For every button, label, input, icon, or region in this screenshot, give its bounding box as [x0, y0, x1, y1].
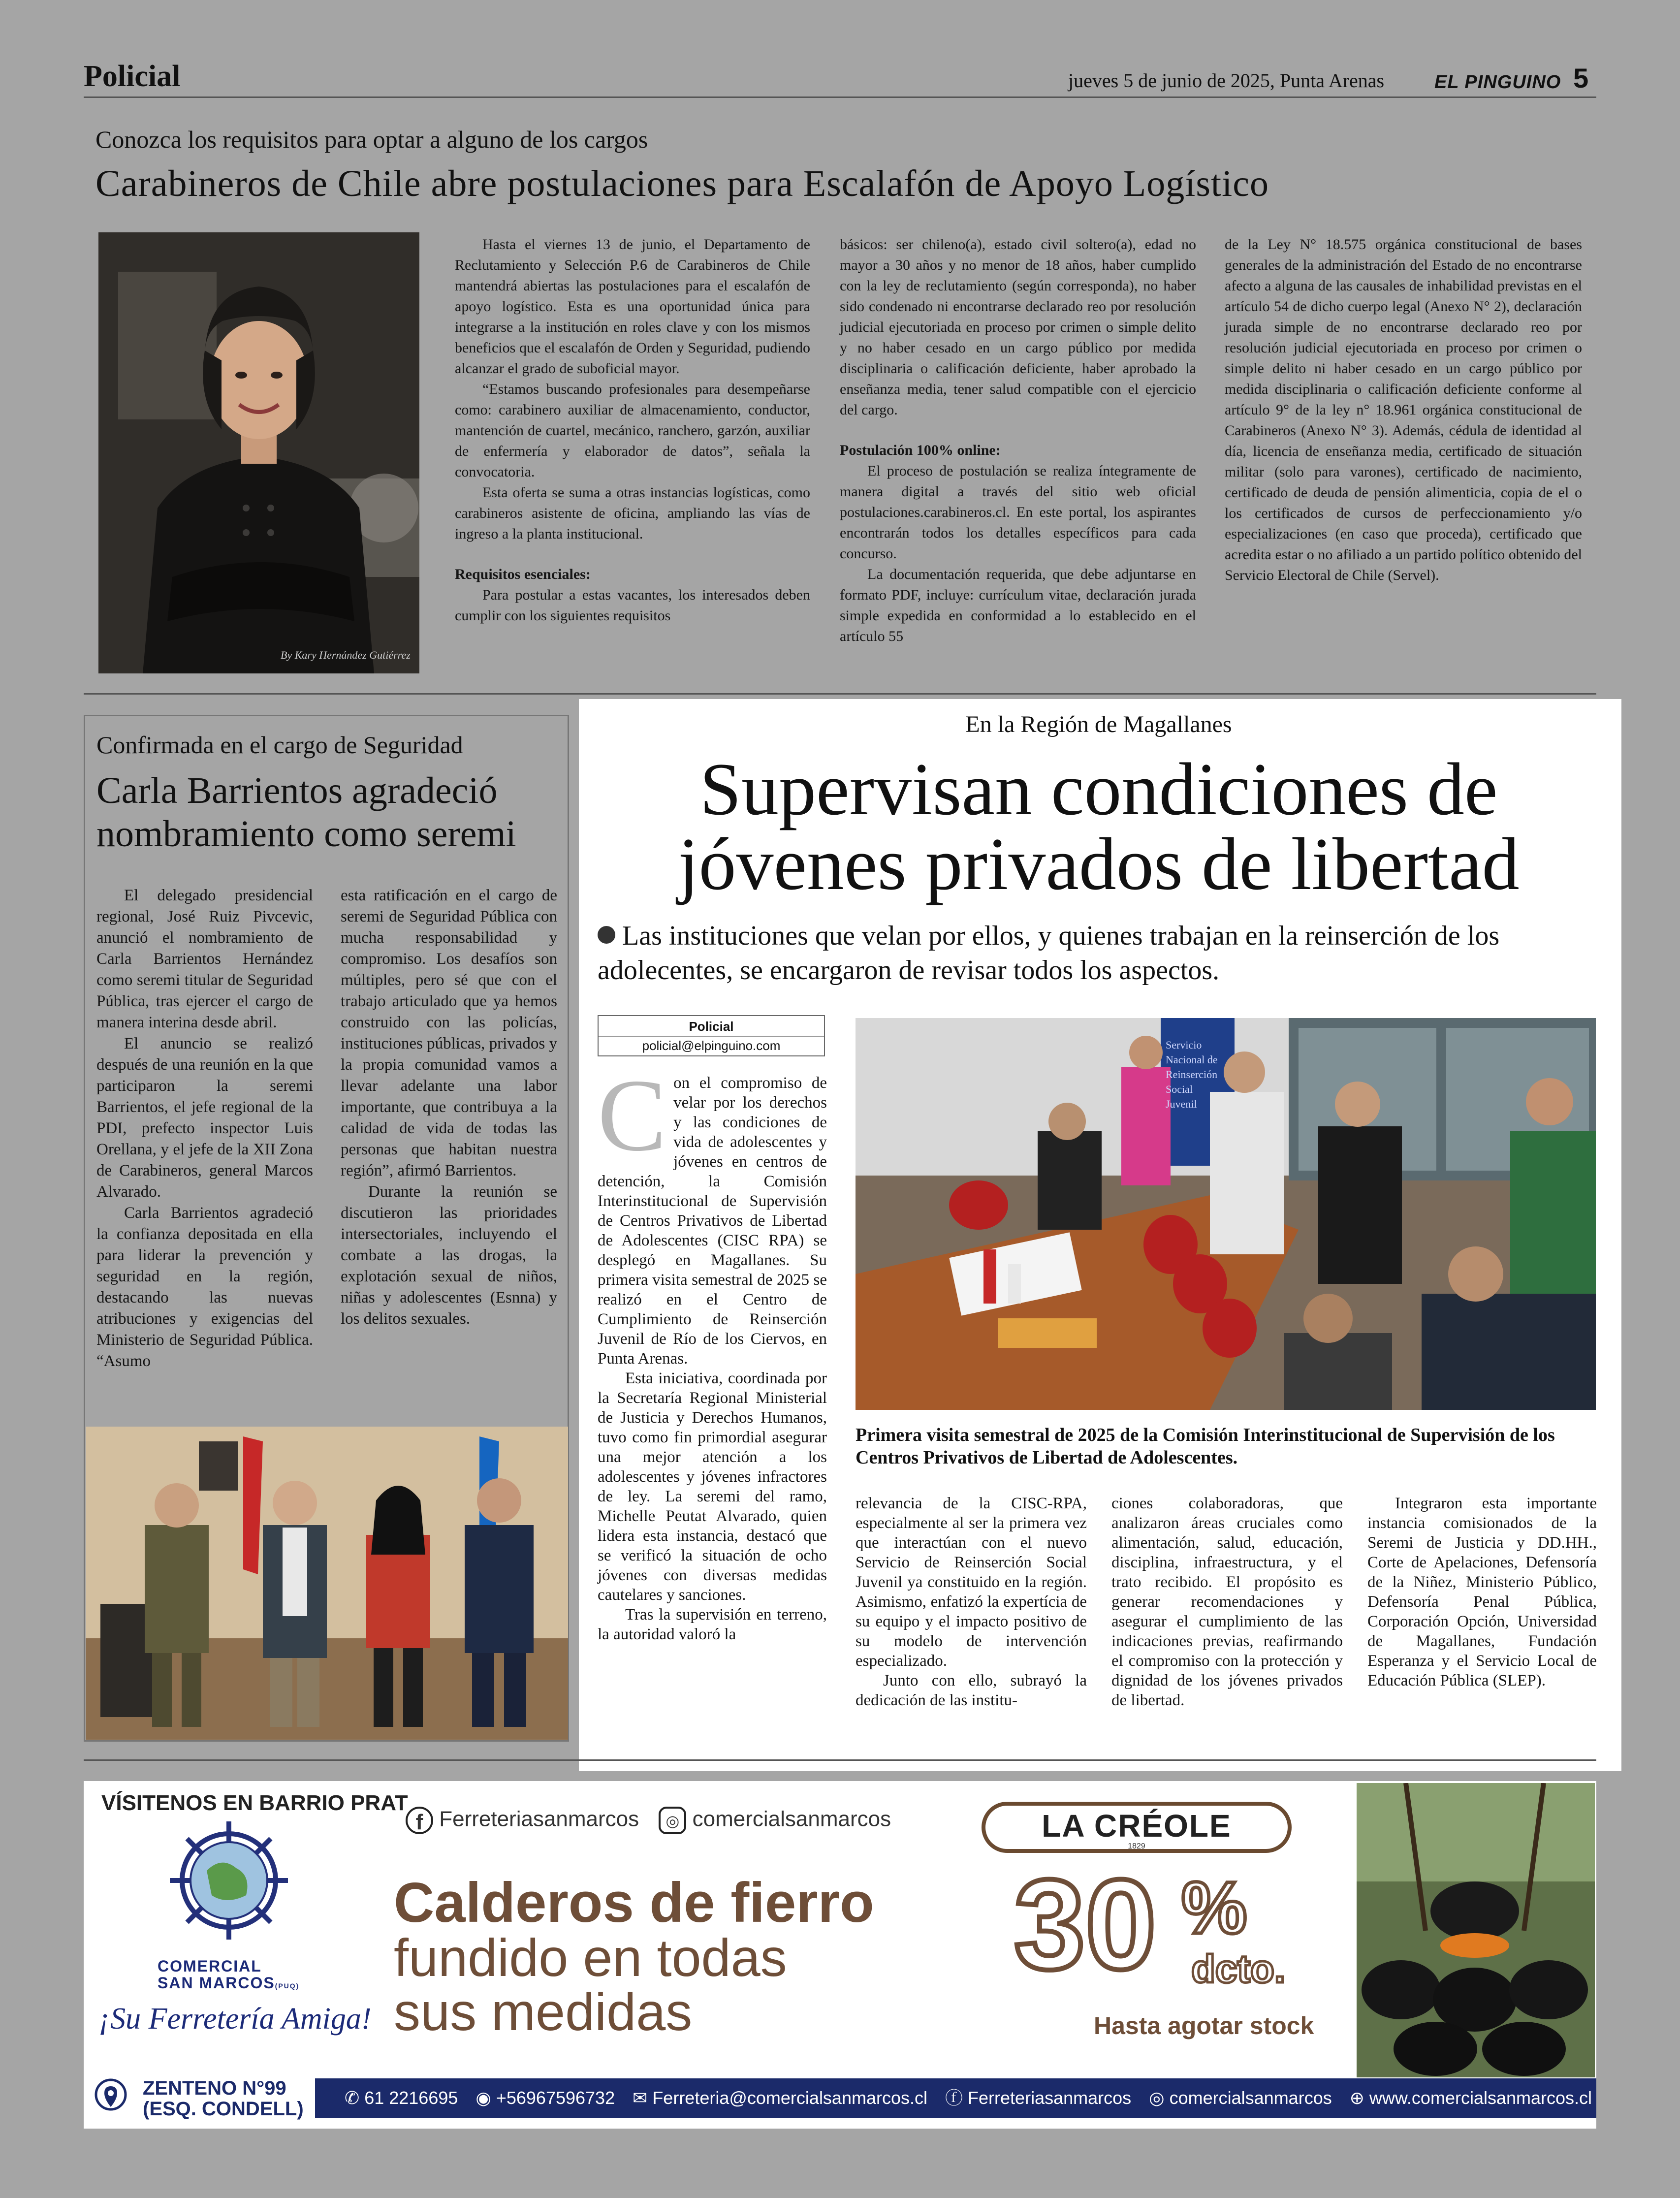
- story2-col2-p2: Durante la reunión se discutieron las prioridades intersectoriales, incluyendo el combate a las drogas, la explotación sexual de niños, niñas y adolescentes (Esnna) y los delitos sexuales.: [341, 1183, 557, 1328]
- ad-stock: Hasta agotar stock: [1094, 2012, 1314, 2039]
- map-pin-icon: [94, 2077, 128, 2117]
- ad-dcto: dcto.: [1191, 1947, 1286, 1991]
- whatsapp-icon: ◉: [475, 2088, 491, 2108]
- story1-col2-p1: básicos: ser chileno(a), estado civil soltero(a), edad no mayor a 30 años y no menor de 18 años, haber cumplido con la ley de reclutamiento (según corresponda), no haber sido condenado ni encontrarse declarado reo por resolución judicial ejecutoriada en proceso por crimen o simple delito y no haber cesado en un cargo público por medida disciplinaria o calificación deficiente, haber aprobado la enseñanza media, tener salud compatible con el ejercicio del cargo.: [840, 236, 1196, 418]
- story2-col1-p3: Carla Barrientos agradeció la confianza depositada en ella para liderar la prevención y seguridad en la región, destacando las nuevas atribuciones y exigencias del Ministerio de Seguridad Pública. “Asumo: [96, 1204, 313, 1370]
- ad-email[interactable]: Ferreteria@comercialsanmarcos.cl: [652, 2088, 927, 2108]
- dropcap: C: [598, 1058, 667, 1173]
- story3-col1-p3: Tras la supervisión en terreno, la autoridad valoró la: [598, 1606, 827, 1643]
- story3-col4: [1367, 1494, 1597, 1690]
- ad-facebook[interactable]: Ferreteriasanmarcos: [439, 1807, 639, 1831]
- story3-col4-p1: Integraron esta importante instancia comisionados de la Seremi de Justicia y DD.HH., Corte de Apelaciones, Defensoría de la Niñez, Ministerio Público, Defensoría Penal Pública, Corporación Opción, Universidad de Magallanes, Fundación Esperanza y el Servicio Local de Educación Pública (SLEP).: [1367, 1495, 1597, 1689]
- creole-name: LA CRÉOLE: [1042, 1808, 1232, 1844]
- chef-illustration: [98, 232, 419, 673]
- officials-photo: [86, 1427, 568, 1740]
- creole-logo: [982, 1802, 1292, 1853]
- cauldrons-illustration: [1357, 1783, 1595, 2077]
- ad-phone[interactable]: 61 2216695: [364, 2088, 458, 2108]
- story1-col1-p2: “Estamos buscando profesionales para desempeñarse como: carabinero auxiliar de almacenamiento, conductor, mantención de cuartel, mecánico, ranchero, garzón, auxiliar de enfermería y elaborador de datos”, señala la convocatoria.: [455, 381, 810, 480]
- meeting-caption: Primera visita semestral de 2025 de la Comisión Interinstitucional de Supervisión de los Centros Privativos de Libertad de Adolescentes.: [856, 1425, 1555, 1468]
- masthead-rule: [84, 96, 1596, 98]
- story1-subhead-online: Postulación 100% online:: [840, 442, 1001, 458]
- story2-headline: Carla Barrientos agradeció nombramiento como seremi: [96, 770, 516, 855]
- story1-col3: [1225, 234, 1582, 586]
- story3-col1-lead-text: on el compromiso de velar por los derechos y las condiciones de vida de adolescentes y jóvenes en centros de detención, la Comisión Interinstitucional de Supervisión de Centros Privativos de Libertad de Adolescentes (CISC RPA) se desplegó en Magallanes. Su primera visita semestral de 2025 se realizó en el Centro de Cumplimiento de Reinserción Juvenil de Río de los Ciervos, en Punta Arenas.: [598, 1074, 827, 1368]
- section-label: Policial: [84, 60, 181, 93]
- ad-contacts: [345, 2085, 1592, 2111]
- ad-brand-suffix: (PUQ): [275, 1982, 300, 1990]
- ad-subtitle1: fundido en todas: [394, 1928, 787, 1987]
- story3-deck-text: Las instituciones que velan por ellos, y quienes trabajan en la reinserción de los adolecentes, se encargaron de revisar todos los aspectos.: [598, 921, 1500, 986]
- story1-col2-p2: El proceso de postulación se realiza íntegramente de manera digital a través del sitio web oficial postulaciones.carabineros.cl. En este portal, los aspirantes encontrarán todos los detalles específicos para cada concurso.: [840, 463, 1196, 562]
- story1-col2-p3: La documentación requerida, que debe adjuntarse en formato PDF, incluye: currículum vitae, declaración jurada simple expedida en conformidad a lo establecido en el artículo 55: [840, 566, 1196, 644]
- facebook-icon: f: [406, 1807, 433, 1834]
- story3-col1-lead: [598, 1058, 827, 1369]
- byline-section: Policial: [689, 1019, 734, 1034]
- ad-address1: ZENTENO N°99: [143, 2077, 286, 2099]
- ad-title: Calderos de fierro: [394, 1872, 874, 1934]
- officials-illustration: [86, 1427, 568, 1740]
- ad-instagram[interactable]: comercialsanmarcos: [692, 1807, 891, 1831]
- ad-brand2: [158, 1974, 299, 1992]
- story2-col1-p1: El delegado presidencial regional, José Ruiz Pivcevic, anunció el nombramiento de Carla Barrientos Hernández como seremi titular de Seguridad Pública, tras ejercer el cargo de manera interina desde abril.: [96, 887, 313, 1031]
- photo-credit: By Kary Hernández Gutiérrez: [281, 649, 411, 661]
- story3-col1-p2: Esta iniciativa, coordinada por la Secretaría Regional Ministerial de Justicia y Derechos Humanos, tuvo como fin primordial asegurar una mejor atención a los adolescentes y jóvenes infractores de ley. La seremi del ramo, Michelle Peutat Alvarado, quien lidera esta instancia, destacó que se verificó la situación de ocho jóvenes con diversas medidas cautelares y sanciones.: [598, 1370, 827, 1604]
- story2-col1-p2: El anuncio se realizó después de una reunión en la que participaron la seremi Barrientos, el jefe regional de la PDI, prefecto inspector Luis Orellana, y el jefe de la XII Zona de Carabineros, general Marcos Alvarado.: [96, 1035, 313, 1201]
- ad-discount: 30: [1014, 1853, 1157, 1996]
- ad-web[interactable]: www.comercialsanmarcos.cl: [1369, 2088, 1592, 2108]
- story3-col2: [856, 1494, 1087, 1710]
- phone-icon: ✆: [345, 2088, 360, 2108]
- meeting-illustration: [856, 1018, 1596, 1410]
- ad-visit: VÍSITENOS EN BARRIO PRAT: [101, 1791, 408, 1815]
- cauldrons-photo: [1357, 1783, 1595, 2077]
- ad-brand2-text: SAN MARCOS: [158, 1974, 275, 1992]
- ship-wheel-logo: [148, 1821, 310, 1949]
- ad-slogan: ¡Su Ferretería Amiga!: [98, 2002, 372, 2036]
- byline-email: policial@elpinguino.com: [599, 1036, 824, 1054]
- ad-whatsapp[interactable]: +56967596732: [496, 2088, 615, 2108]
- ad-facebook2[interactable]: Ferreteriasanmarcos: [968, 2088, 1132, 2108]
- story2-kicker: Confirmada en el cargo de Seguridad: [96, 731, 463, 759]
- story3-kicker: En la Región de Magallanes: [965, 711, 1232, 737]
- creole-year: 1829: [1128, 1842, 1145, 1850]
- page-number: 5: [1573, 63, 1589, 94]
- story3-deck: [598, 919, 1577, 988]
- story2-col2: [341, 885, 557, 1330]
- instagram-icon: ◎: [659, 1807, 686, 1834]
- story1-col3-p1: de la Ley N° 18.575 orgánica constitucional de bases generales de la administración del Estado de no encontrarse afecto a alguna de las causales de inhabilidad previstas en el artículo 54 de dicho cuerpo legal (Anexo N° 2), declaración jurada simple de no encontrarse declarado reo por resolución judicial ejecutoriada en proceso por crimen o simple delito ni haber cesado en un cargo público por medida disciplinaria o calificación deficiente conforme al artículo 9° de la ley n° 18.961 orgánica constitucional de Carabineros (Anexo N° 3). Además, cédula de identidad al día, licencia de enseñanza media, certificado de situación militar (solo para varones), certificado de nacimiento, certificado de deuda de pensión alimenticia, copia de el o los certificados de cursos de perfeccionamiento y/o especializaciones (en caso que proceda), certificado que acredita estar o no afiliado a un partido político obtenido del Servicio Electoral de Chile (Servel).: [1225, 236, 1582, 583]
- story3-col2-p1: relevancia de la CISC-RPA, especialmente al ser la primera vez que interactúan con el nuevo Servicio de Reinserción Social Juvenil ya constituido en la región. Asimismo, enfatizó la expertícia de su equipo y el impacto positivo de su modelo de intervención especializado.: [856, 1495, 1087, 1670]
- instagram-small-icon: ◎: [1149, 2088, 1165, 2108]
- meeting-photo: [856, 1018, 1596, 1410]
- deck-bullet-icon: [598, 926, 615, 944]
- story3-col3-p1: ciones colaboradoras, que analizaron áreas cruciales como alimentación, salud, educación, disciplina, infraestructura, y el trato recibido. El propósito es generar recomendaciones y asegurar el cumplimiento de las indicaciones previas, reafirmando el compromiso con la protección y dignidad de los jóvenes privados de libertad.: [1111, 1495, 1343, 1709]
- story1-kicker: Conozca los requisitos para optar a alguno de los cargos: [95, 126, 648, 153]
- story3-rule: [84, 1759, 1596, 1761]
- story1-col1-p3: Esta oferta se suma a otras instancias logísticas, como carabineros asistente de oficina, ampliando las vías de ingreso a la planta institucional.: [455, 484, 810, 542]
- email-icon: ✉: [633, 2088, 648, 2108]
- story1-col1: [455, 234, 810, 626]
- story3-headline-1: Supervisan condiciones de: [699, 748, 1498, 830]
- story2-col2-p1: esta ratificación en el cargo de seremi de Seguridad Pública con mucha responsabilidad y compromiso. Los desafíos son múltiples, pero sé que con el trabajo articulado que ya hemos construido con las policías, instituciones públicas, privados y la propia comunidad vamos a llevar adelante una labor importante, que contribuya a la calidad de vida de todas las personas que habitan nuestra región”, afirmó Barrientos.: [341, 887, 557, 1179]
- story3-headline-2: jóvenes privados de libertad: [678, 823, 1520, 905]
- story2-col1: [96, 885, 313, 1372]
- ad-instagram2[interactable]: comercialsanmarcos: [1169, 2088, 1332, 2108]
- ad-address2: (ESQ. CONDELL): [143, 2098, 304, 2120]
- chef-photo: [98, 232, 419, 673]
- story1-headline: Carabineros de Chile abre postulaciones para Escalafón de Apoyo Logístico: [95, 163, 1269, 204]
- story3-col3: [1111, 1494, 1343, 1710]
- byline-box: [598, 1015, 825, 1056]
- ad-social-top: [406, 1807, 891, 1834]
- photo-sign: Servicio Nacional de Reinserción Social Juvenil: [1166, 1039, 1218, 1110]
- story3-col2-p2: Junto con ello, subrayó la dedicación de las institu-: [856, 1672, 1087, 1709]
- story1-col1-p4: Para postular a estas vacantes, los interesados deben cumplir con los siguientes requisitos: [455, 587, 810, 624]
- issue-date: jueves 5 de junio de 2025, Punta Arenas: [1068, 69, 1385, 92]
- ad-percent: %: [1181, 1866, 1247, 1949]
- ad-subtitle2: sus medidas: [394, 1982, 693, 2041]
- story3-col1: [598, 1058, 827, 1644]
- story1-col2: [840, 234, 1196, 647]
- facebook-small-icon: ⓕ: [945, 2088, 963, 2108]
- story1-col1-p1: Hasta el viernes 13 de junio, el Departamento de Reclutamiento y Selección P.6 de Carabineros de Chile mantendrá abiertas las postulaciones para el escalafón de apoyo logístico. Esta es una oportunidad única para integrarse a la institución en roles clave y con los mismos beneficios que el escalafón de Orden y Seguridad, pudiendo alcanzar el grado de suboficial mayor.: [455, 236, 810, 377]
- paper-name: EL PINGUINO: [1434, 72, 1561, 93]
- globe-icon: ⊕: [1349, 2088, 1364, 2108]
- story1-rule: [84, 693, 1596, 695]
- story1-subhead-requisitos: Requisitos esenciales:: [455, 566, 591, 582]
- ad-brand1: COMERCIAL: [158, 1957, 262, 1975]
